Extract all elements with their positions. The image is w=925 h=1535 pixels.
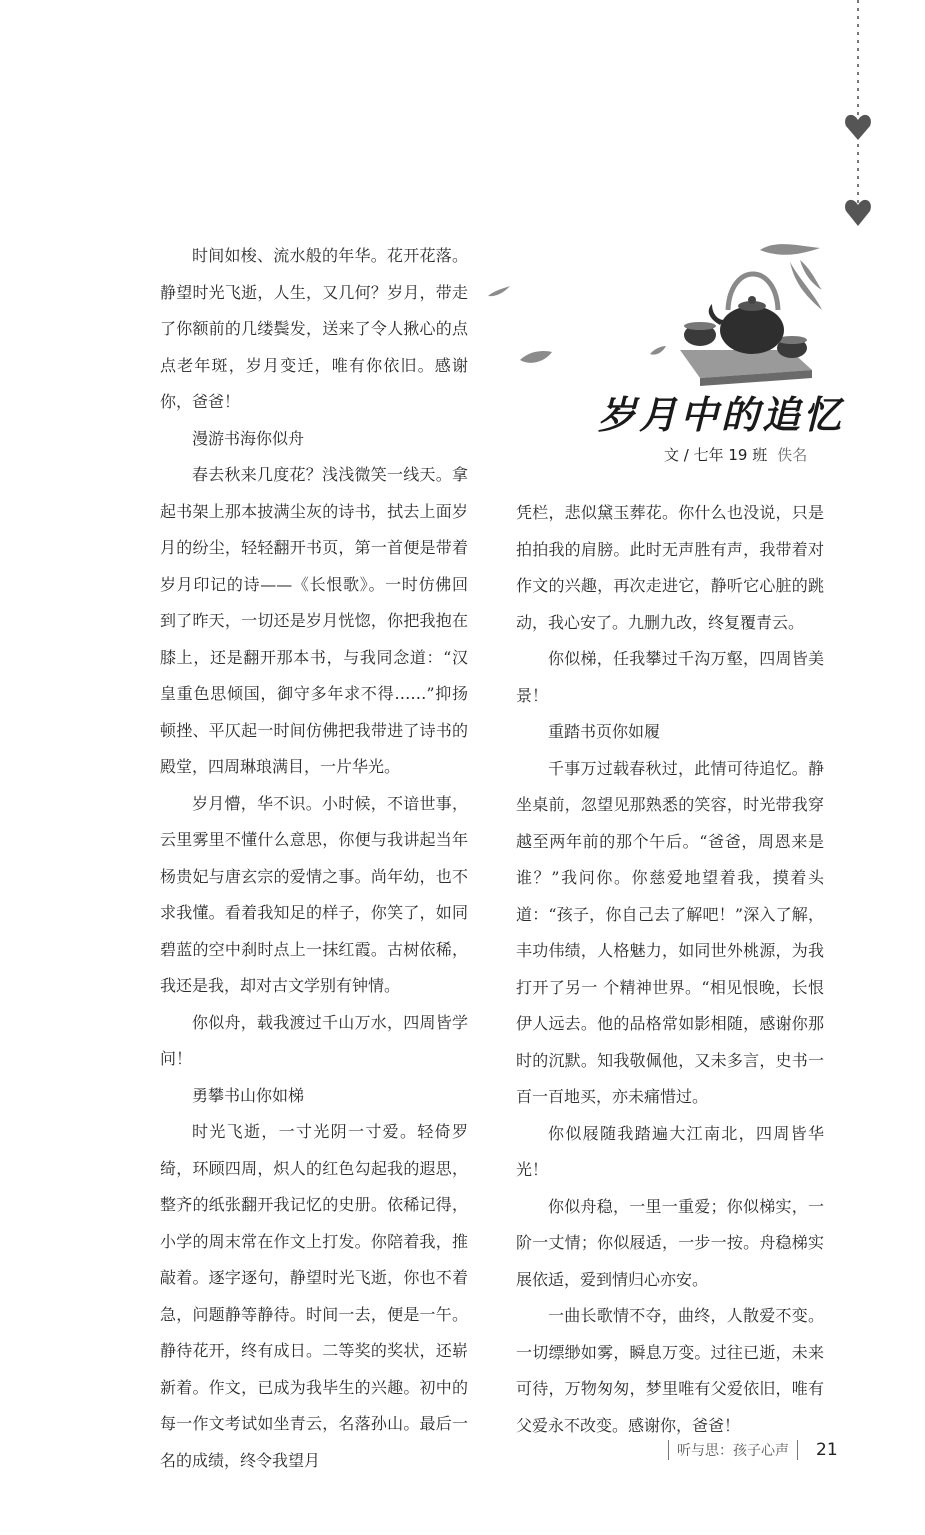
footer-divider bbox=[668, 1440, 669, 1460]
page-footer bbox=[660, 1437, 838, 1463]
left-column bbox=[160, 238, 468, 1479]
section-heading: 重踏书页你如履 bbox=[548, 722, 661, 741]
right-column bbox=[516, 495, 824, 1444]
section-heading: 漫游书海你似舟 bbox=[192, 428, 305, 448]
page-number: 21 bbox=[816, 1440, 838, 1460]
paragraph: 你似舟稳，一里一重爱；你似梯实，一阶一丈情；你似屐适，一步一按。舟稳梯实展依适，爱到情归心亦安。 bbox=[516, 1196, 824, 1289]
paragraph: 凭栏，悲似黛玉葬花。你什么也没说，只是拍拍我的肩膀。此时无声胜有声，我带着对作文的兴趣，再次走进它，静听它心脏的跳动，我心安了。九删九改，终复覆青云。 bbox=[516, 503, 824, 632]
paragraph: 你似舟，载我渡过千山万水，四周皆学问！ bbox=[160, 1012, 468, 1068]
byline bbox=[664, 444, 807, 465]
section-heading: 勇攀书山你如梯 bbox=[192, 1085, 305, 1105]
byline-label: 文 / 七年 19 班 bbox=[664, 446, 768, 464]
footer-divider bbox=[797, 1440, 798, 1460]
paragraph: 时间如梭、流水般的年华。花开花落。静望时光飞逝，人生，又几何？岁月，带走了你额前的几缕鬓发，送来了令人揪心的点点老年斑，岁月变迁，唯有你依旧。感谢你，爸爸！ bbox=[160, 246, 468, 411]
footer-section: 听与思：孩子心声 bbox=[677, 1443, 789, 1459]
paragraph: 你似屐随我踏遍大江南北，四周皆华光！ bbox=[516, 1123, 824, 1179]
paragraph: 一曲长歌情不夺，曲终，人散爱不变。一切缥缈如雾，瞬息万变。过往已逝，未来可待，万物匆匆，梦里唯有父爱依旧，唯有父爱永不改变。感谢你，爸爸！ bbox=[516, 1306, 824, 1435]
paragraph: 你似梯，任我攀过千沟万壑，四周皆美景！ bbox=[516, 649, 824, 705]
paragraph: 春去秋来几度花？浅浅微笑一线天。拿起书架上那本披满尘灰的诗书，拭去上面岁月的纷尘，轻轻翻开书页，第一首便是带着岁月印记的诗——《长恨歌》。一时仿佛回到了昨天，一切还是岁月恍惚，你把我抱在膝上，还是翻开那本书，与我同念道：“汉皇重色思倾国，御守多年求不得……”抑扬顿挫、平仄起一时间仿佛把我带进了诗书的殿堂，四周琳琅满目，一片华光。 bbox=[160, 465, 468, 776]
paragraph: 千事万过载春秋过，此情可待追忆。静坐桌前，忽望见那熟悉的笑容，时光带我穿越至两年前的那个午后。“爸爸，周恩来是谁？”我问你。你慈爱地望着我，摸着头道：“孩子，你自己去了解吧！”深入了解，丰功伟绩，人格魅力，如同世外桃源，为我打开了另一 个精神世界。“相见恨晚，长恨伊人远去。他的品格常如影相随，感谢你那时的沉默。知我敬佩他，又未多言，史书一百一百地买，亦未痛惜过。 bbox=[516, 758, 824, 1106]
paragraph: 岁月懵，华不识。小时候，不谙世事，云里雾里不懂什么意思，你便与我讲起当年杨贵妃与唐玄宗的爱情之事。尚年幼，也不求我懂。看着我知足的样子，你笑了，如同碧蓝的空中刹时点上一抹红霞。古树依稀，我还是我，却对古文学别有钟情。 bbox=[160, 793, 468, 995]
article-title: 岁月中的追忆 bbox=[598, 392, 845, 437]
paragraph: 时光飞逝，一寸光阴一寸爱。轻倚罗绮，环顾四周，炽人的红色勾起我的遐思，整齐的纸张翻开我记忆的史册。依稀记得，小学的周末常在作文上打发。你陪着我，推敲着。逐字逐句，静望时光飞逝，你也不着急，问题静等静待。时间一去，便是一午。静待花开，终有成日。二等奖的奖状，还崭新着。作文，已成为我毕生的兴趣。初中的每一作文考试如坐青云，名落孙山。最后一名的成绩，终令我望月 bbox=[160, 1122, 468, 1470]
author-name: 佚名 bbox=[777, 446, 808, 464]
